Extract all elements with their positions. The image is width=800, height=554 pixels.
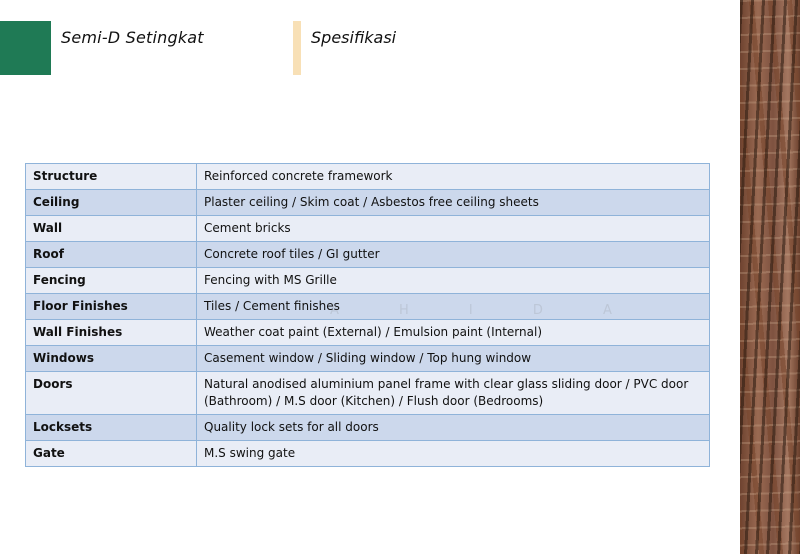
table-row	[26, 415, 710, 441]
table-row	[26, 190, 710, 216]
section-title: Spesifikasi	[311, 28, 397, 47]
spec-value: Quality lock sets for all doors	[197, 415, 710, 441]
spec-label: Roof	[26, 242, 197, 268]
spec-value: Plaster ceiling / Skim coat / Asbestos free ceiling sheets	[197, 190, 710, 216]
table-row	[26, 164, 710, 190]
table-row	[26, 372, 710, 415]
spec-value: Concrete roof tiles / GI gutter	[197, 242, 710, 268]
spec-value: Casement window / Sliding window / Top hung window	[197, 346, 710, 372]
table-row	[26, 346, 710, 372]
table-row	[26, 441, 710, 467]
brand-color-block	[0, 21, 51, 75]
table-row	[26, 242, 710, 268]
spec-label: Floor Finishes	[26, 294, 197, 320]
spec-label: Locksets	[26, 415, 197, 441]
spec-value: Natural anodised aluminium panel frame with clear glass sliding door / PVC door (Bathroom) / M.S door (Kitchen) / Flush door (Bedrooms)	[197, 372, 710, 415]
table-row	[26, 320, 710, 346]
spec-value: Tiles / Cement finishes	[197, 294, 710, 320]
spec-value: M.S swing gate	[197, 441, 710, 467]
spec-label: Wall Finishes	[26, 320, 197, 346]
spec-value: Reinforced concrete framework	[197, 164, 710, 190]
spec-label: Windows	[26, 346, 197, 372]
spec-label: Fencing	[26, 268, 197, 294]
spec-label: Ceiling	[26, 190, 197, 216]
spec-label: Structure	[26, 164, 197, 190]
spec-label: Gate	[26, 441, 197, 467]
page-title: Semi-D Setingkat	[61, 28, 204, 47]
spec-label: Wall	[26, 216, 197, 242]
section-accent-bar	[293, 21, 301, 75]
spec-value: Cement bricks	[197, 216, 710, 242]
spec-value: Weather coat paint (External) / Emulsion paint (Internal)	[197, 320, 710, 346]
table-row	[26, 216, 710, 242]
spec-value: Fencing with MS Grille	[197, 268, 710, 294]
watermark-text: A H I D A	[330, 303, 640, 318]
tree-bark-image	[740, 0, 800, 554]
table-row	[26, 268, 710, 294]
spec-label: Doors	[26, 372, 197, 415]
